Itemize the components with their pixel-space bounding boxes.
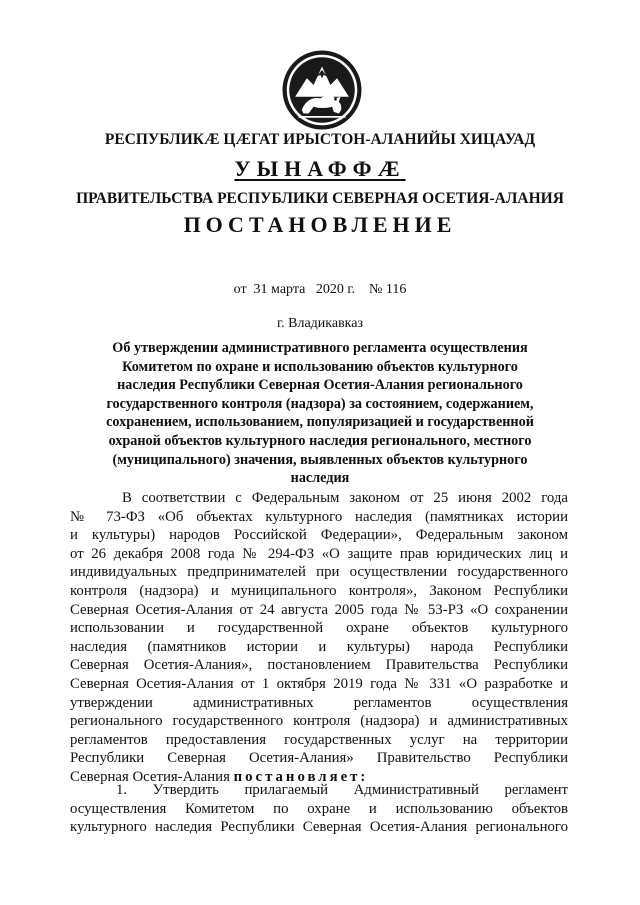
date-number-line: от 31 марта 2020 г. № 116 xyxy=(233,282,407,297)
paragraph-line: Республики Северная Осетия-Алания» Правительство Республики xyxy=(70,750,568,767)
paragraph-line-text: Северная Осетия-Алания xyxy=(70,768,230,785)
paragraph-line: осуществления Комитетом по охране и использованию объектов xyxy=(70,800,568,817)
document-title xyxy=(70,339,570,488)
paragraph-line: культурного наследия Республики Северная Осетия-Алания регионального xyxy=(70,819,568,836)
paragraph-line: Северная Осетия-Алания», постановлением Правительства Республики xyxy=(70,657,568,674)
title-line: (муниципального) значения, выявленных объектов культурного xyxy=(112,451,528,468)
title-line: Комитетом по охране и использованию объектов культурного xyxy=(122,358,518,375)
paragraph-line: и культуры) народов Российской Федерации», Федеральным законом xyxy=(70,527,568,544)
paragraph-line: 1. Утвердить прилагаемый Административный регламент xyxy=(116,782,568,798)
paragraph-line: Северная Осетия-Алания от 1 октября 2019 года № 331 «О разработке и xyxy=(70,675,568,692)
title-line: государственного контроля (надзора) за состоянием, содержанием, xyxy=(106,395,534,412)
paragraph-line: утверждении административных регламентов осуществления xyxy=(70,694,568,711)
paragraph-line: Северная Осетия-Алания от 24 августа 2005 года № 53-РЗ «О сохранении xyxy=(70,601,568,618)
city-line: г. Владикавказ xyxy=(276,316,364,331)
paragraph-line: использовании и государственной охране объектов культурного xyxy=(70,620,568,637)
republic-name-ossetian: РЕСПУБЛИКӔ ЦӔГАТ ИРЫСТОН-АЛАНИЙЫ ХИЦАУАД xyxy=(104,131,536,148)
title-line: охраной объектов культурного наследия регионального, местного xyxy=(108,432,532,449)
title-line: наследия Республики Северная Осетия-Алания регионального xyxy=(117,377,523,394)
title-line: наследия xyxy=(290,470,350,487)
government-name-russian: ПРАВИТЕЛЬСТВА РЕСПУБЛИКИ СЕВЕРНАЯ ОСЕТИЯ-АЛАНИЯ xyxy=(76,190,564,207)
paragraph-line: № 73-ФЗ «Об объектах культурного наследия (памятниках истории xyxy=(70,508,568,525)
paragraph-line: индивидуальных предпринимателей при осуществлении государственного xyxy=(70,564,568,581)
decree-heading-russian: ПОСТАНОВЛЕНИЕ xyxy=(183,212,457,237)
paragraph-line: регионального государственного контроля (надзора) и административных xyxy=(70,713,568,730)
title-line: сохранением, использованием, популяризацией и государственной xyxy=(106,414,534,431)
paragraph-line: регламентов предоставления государственных услуг на территории xyxy=(70,731,568,748)
paragraph-line: наследия (памятников истории и культуры) народа Республики xyxy=(70,638,568,655)
preamble-paragraph xyxy=(70,489,568,787)
paragraph-line: контроля (надзора) и муниципального контроля», Законом Республики xyxy=(70,582,568,599)
title-line: Об утверждении административного регламента осуществления xyxy=(112,340,528,356)
decree-heading-ossetian: УЫНАФФӔ xyxy=(234,156,406,181)
decree-item-1 xyxy=(70,781,568,837)
coat-of-arms-icon xyxy=(280,48,364,132)
paragraph-line: В соответствии с Федеральным законом от 25 июня 2002 года xyxy=(122,490,568,506)
decree-word: постановляет: xyxy=(233,768,369,785)
paragraph-line: от 26 декабря 2008 года № 294-ФЗ «О защите прав юридических лиц и xyxy=(70,545,568,562)
